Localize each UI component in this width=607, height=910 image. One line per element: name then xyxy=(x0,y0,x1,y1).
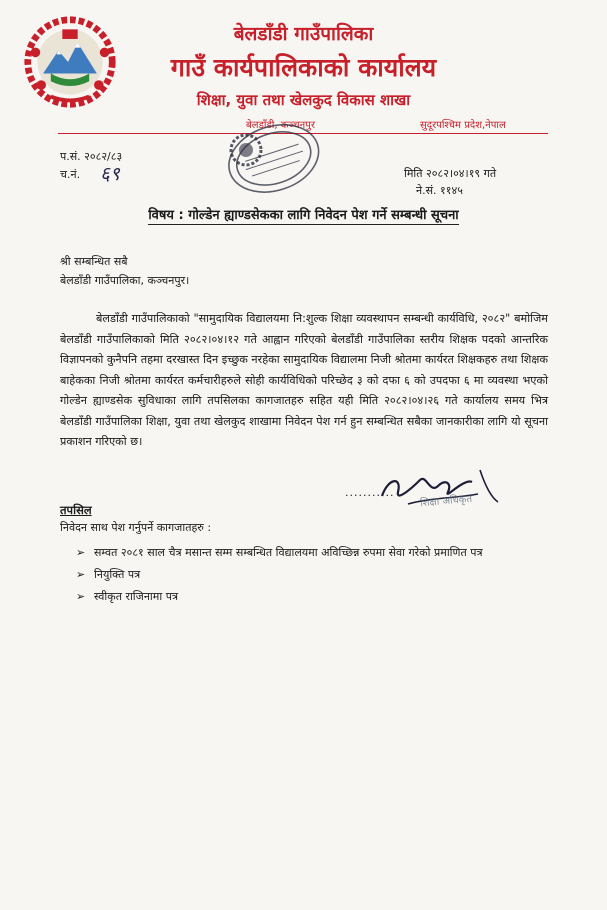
arrow-bullet-icon: ➢ xyxy=(76,590,86,603)
letter-date: मिति २०८२।०४।१९ गते xyxy=(404,167,497,180)
attachment-item: सम्वत २०८१ साल चैत्र मसान्त सम्म सम्बन्धित विद्यालयमा अविच्छिन्न रुपमा सेवा गरेको प्रमाणित पत्र xyxy=(94,546,483,559)
addressee xyxy=(60,252,189,290)
attachment-item: नियुक्ति पत्र xyxy=(94,568,141,581)
nepal-sambat: ने.सं. ११४५ xyxy=(416,184,463,197)
attachments-intro: निवेदन साथ पेश गर्नुपर्ने कागजातहरु : xyxy=(60,521,212,534)
office-name: गाउँ कार्यपालिकाको कार्यालय xyxy=(170,53,437,82)
patra-sankhya: प.सं. २०८२/८३ xyxy=(60,150,123,163)
address-right: सुदूरपश्चिम प्रदेश,नेपाल xyxy=(420,120,506,131)
signature-dots: ........... xyxy=(345,486,395,499)
chalani-label: च.नं. xyxy=(60,168,81,181)
addressee-line-2: बेलडाँडी गाउँपालिका, कञ्चनपुर। xyxy=(60,274,190,287)
addressee-line-1: श्री सम्बन्धित सबै xyxy=(60,255,128,268)
branch-name: शिक्षा, युवा तथा खेलकुद विकास शाखा xyxy=(196,91,411,109)
notice-body: बेलडाँडी गाउँपालिकाको "सामुदायिक विद्यालयमा नि:शुल्क शिक्षा व्यवस्थापन सम्बन्धी कार्यविधि, २०८२" बमोजिम बेलडाँडी गाउँपालिकाको मिति २०८२।०४।१२ गते आह्वान गरिएको बेलडाँडी गाउँपालिका स्तरीय शिक्षक पदको आन्तरिक विज्ञापनको कुनैपनि तहमा दरखास्त दिन इच्छुक नरहेका सामुदायिक विद्यालमा निजी श्रोतमा कार्यरत शिक्षकहरु तथा शिक्षक बाहेकका निजी श्रोतमा कार्यरत कर्मचारीहरुले सोही कार्यविधिको परिच्छेद ३ को दफा ६ को उपदफा ६ मा व्यवस्था भएको गोल्डेन ह्याण्डसेक सुविधाका लागि तपसिलका कागजातहरु सहित यही मिति २०८२।०४।२६ गते कार्यालय समय भित्र बेलडाँडी गाउँपालिका शिक्षा, युवा तथा खेलकुद शाखामा निवेदन पेश गर्न हुन सम्बन्धित सबैका जानकारीका लागि यो सूचना प्रकाशन गरिएको छ। xyxy=(60,312,548,448)
subject-text: विषय : गोल्डेन ह्याण्डसेकका लागि निवेदन पेश गर्ने सम्बन्धी सूचना xyxy=(148,208,459,223)
address-left: बेलडाँडी, कञ्चनपुर xyxy=(246,120,315,131)
attachments-list xyxy=(76,542,483,608)
chalani-number: ६९ xyxy=(100,163,120,185)
arrow-bullet-icon: ➢ xyxy=(76,546,86,559)
list-item xyxy=(76,564,483,586)
signatory-title: शिक्षा अधिकृत xyxy=(419,493,473,510)
attachment-item: स्वीकृत राजिनामा पत्र xyxy=(94,590,179,603)
list-item xyxy=(76,586,483,608)
municipality-name: बेलडाँडी गाउँपालिका xyxy=(233,23,374,45)
arrow-bullet-icon: ➢ xyxy=(76,568,86,581)
attachments-heading: तपसिल xyxy=(60,503,92,517)
small-emblem-stamp-icon xyxy=(228,132,264,168)
list-item xyxy=(76,542,483,564)
letter-subject xyxy=(0,205,607,223)
